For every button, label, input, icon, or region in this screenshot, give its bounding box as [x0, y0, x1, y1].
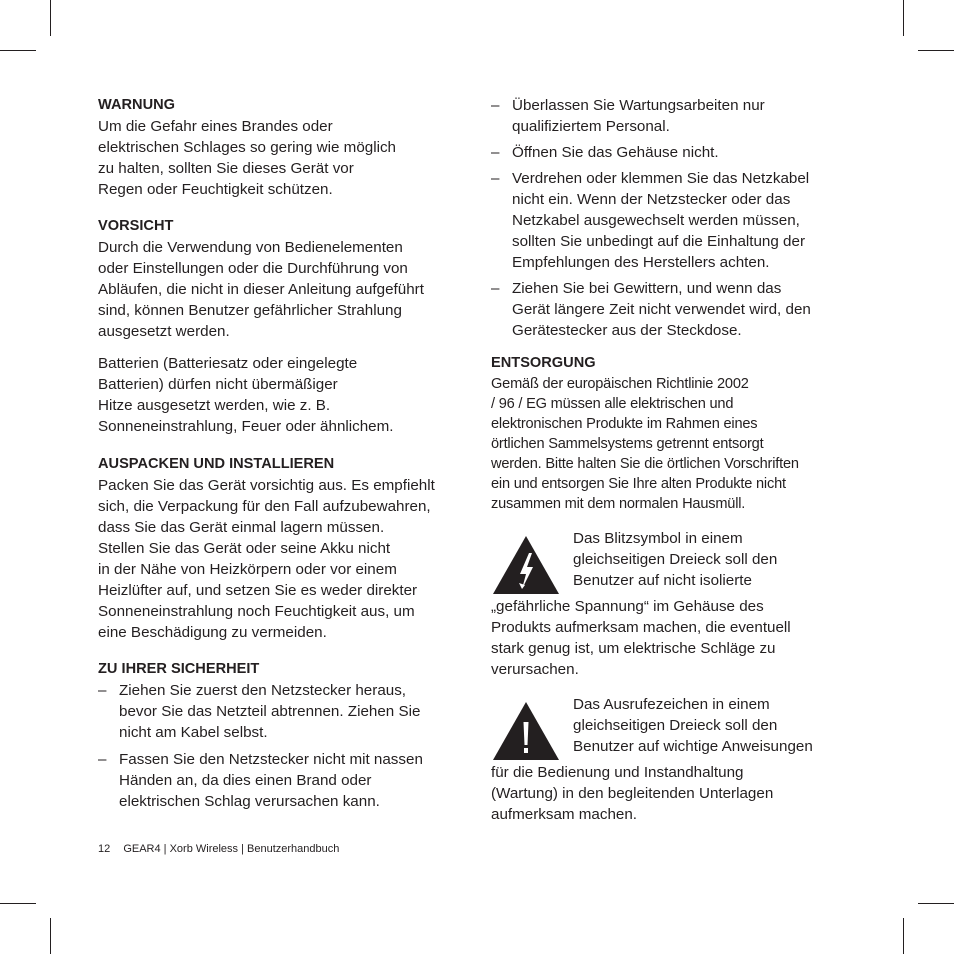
blitz-line: stark genug ist, um elektrische Schläge zu [491, 640, 776, 657]
vorsicht-line: sind, können Benutzer gefährlicher Strahlung [98, 302, 402, 319]
blitz-line: Das Blitzsymbol in einem [573, 530, 743, 547]
warnung-line: Regen oder Feuchtigkeit schützen. [98, 181, 333, 198]
auspacken-line: Sonneneinstrahlung noch Feuchtigkeit aus, um [98, 603, 415, 620]
entsorgung-line: werden. Bitte halten Sie die örtlichen Vorschriften [491, 456, 799, 472]
list-line: Ziehen Sie bei Gewittern, und wenn das [512, 280, 782, 297]
dash-bullet: – [491, 170, 500, 187]
list-line: Empfehlungen des Herstellers achten. [512, 254, 770, 271]
entsorgung-section [491, 353, 851, 514]
blitz-line: Produkts aufmerksam machen, die eventuell [491, 619, 791, 636]
auspacken-line: Stellen Sie das Gerät oder seine Akku nicht [98, 540, 391, 557]
auspacken-line: Packen Sie das Gerät vorsichtig aus. Es empfiehlt [98, 477, 435, 494]
ausrufe-line: gleichseitigen Dreieck soll den [573, 717, 778, 734]
sicherheit-list-item [98, 749, 468, 812]
list-line: Ziehen Sie zuerst den Netzstecker heraus, [119, 682, 407, 699]
batterien-paragraph [98, 353, 468, 437]
crop-mark [918, 50, 954, 51]
vorsicht-line: ausgesetzt werden. [98, 323, 230, 340]
list-line: Gerät längere Zeit nicht verwendet wird, den [512, 301, 811, 318]
batterien-line: Batterien (Batteriesatz oder eingelegte [98, 355, 358, 372]
crop-mark [903, 918, 904, 954]
crop-mark [0, 903, 36, 904]
entsorgung-line: Gemäß der europäischen Richtlinie 2002 [491, 376, 749, 392]
vorsicht-line: Abläufen, die nicht in dieser Anleitung aufgeführt [98, 281, 424, 298]
list-line: Netzkabel ausgewechselt werden müssen, [512, 212, 800, 229]
blitz-line: verursachen. [491, 661, 579, 678]
dash-bullet: – [98, 751, 107, 768]
entsorgung-line: ein und entsorgen Sie Ihre alten Produkte nicht [491, 476, 786, 492]
list-line: Gerätestecker aus der Steckdose. [512, 322, 742, 339]
dash-bullet: – [491, 280, 500, 297]
vorsicht-line: oder Einstellungen oder die Durchführung von [98, 260, 408, 277]
dash-bullet: – [491, 97, 500, 114]
warnung-section [98, 95, 468, 200]
lightning-warning-icon [491, 534, 561, 596]
warnung-line: zu halten, sollten Sie dieses Gerät vor [98, 160, 354, 177]
right-list-item [491, 278, 851, 341]
list-line: bevor Sie das Netzteil abtrennen. Ziehen Sie [119, 703, 421, 720]
batterien-line: Hitze ausgesetzt werden, wie z. B. [98, 397, 331, 414]
entsorgung-line: örtlichen Sammelsystems getrennt entsorgt [491, 436, 764, 452]
ausrufe-line: für die Bedienung und Instandhaltung [491, 764, 744, 781]
vorsicht-section [98, 216, 468, 342]
list-line: Fassen Sie den Netzstecker nicht mit nassen [119, 751, 423, 768]
list-line: sollten Sie unbedingt auf die Einhaltung der [512, 233, 805, 250]
list-line: nicht am Kabel selbst. [119, 724, 268, 741]
dash-bullet: – [491, 144, 500, 161]
entsorgung-line: zusammen mit dem normalen Hausmüll. [491, 496, 746, 512]
warnung-line: Um die Gefahr eines Brandes oder [98, 118, 333, 135]
sicherheit-list-item [98, 680, 468, 743]
list-line: nicht ein. Wenn der Netzstecker oder das [512, 191, 791, 208]
blitz-line: gleichseitigen Dreieck soll den [573, 551, 778, 568]
auspacken-line: eine Beschädigung zu vermeiden. [98, 624, 327, 641]
crop-mark [918, 903, 954, 904]
dash-bullet: – [98, 682, 107, 699]
footer-text: GEAR4 | Xorb Wireless | Benutzerhandbuch [123, 843, 340, 855]
entsorgung-body [491, 374, 851, 514]
ausrufe-line: Das Ausrufezeichen in einem [573, 696, 770, 713]
auspacken-heading: AUSPACKEN UND INSTALLIEREN [98, 456, 335, 472]
sicherheit-section [98, 659, 468, 812]
right-column [491, 95, 851, 825]
ausrufe-line: Benutzer auf wichtige Anweisungen [573, 738, 813, 755]
blitz-line: Benutzer auf nicht isolierte [573, 572, 752, 589]
auspacken-section [98, 454, 468, 643]
entsorgung-line: elektronischen Produkte im Rahmen eines [491, 416, 758, 432]
auspacken-line: dass Sie das Gerät einmal lagern müssen. [98, 519, 385, 536]
entsorgung-heading: ENTSORGUNG [491, 355, 596, 371]
list-line: elektrischen Schlag verursachen kann. [119, 793, 380, 810]
right-list-item [491, 142, 851, 163]
right-list-item [491, 95, 851, 137]
auspacken-line: Heizlüfter auf, und setzen Sie es weder direkter [98, 582, 418, 599]
list-line: Verdrehen oder klemmen Sie das Netzkabel [512, 170, 810, 187]
warnung-line: elektrischen Schlages so gering wie möglich [98, 139, 396, 156]
auspacken-line: sich, die Verpackung für den Fall aufzubewahren, [98, 498, 431, 515]
sicherheit-heading: ZU IHRER SICHERHEIT [98, 661, 260, 677]
ausrufe-block [491, 694, 851, 825]
ausrufe-line: (Wartung) in den begleitenden Unterlagen [491, 785, 774, 802]
list-line: Überlassen Sie Wartungsarbeiten nur [512, 97, 765, 114]
entsorgung-line: / 96 / EG müssen alle elektrischen und [491, 396, 734, 412]
warnung-heading: WARNUNG [98, 97, 176, 113]
crop-mark [50, 0, 51, 36]
auspacken-line: in der Nähe von Heizkörpern oder vor einem [98, 561, 397, 578]
ausrufe-line: aufmerksam machen. [491, 806, 638, 823]
batterien-line: Batterien) dürfen nicht übermäßiger [98, 376, 338, 393]
crop-mark [50, 918, 51, 954]
exclamation-warning-icon [491, 700, 561, 762]
left-column [98, 95, 468, 817]
blitz-block [491, 528, 851, 680]
list-line: qualifiziertem Personal. [512, 118, 670, 135]
crop-mark [0, 50, 36, 51]
blitz-line: „gefährliche Spannung“ im Gehäuse des [491, 598, 764, 615]
vorsicht-heading: VORSICHT [98, 218, 174, 234]
list-line: Händen an, da dies einen Brand oder [119, 772, 372, 789]
page-number: 12 [98, 843, 111, 855]
batterien-line: Sonneneinstrahlung, Feuer oder ähnlichem. [98, 418, 394, 435]
vorsicht-line: Durch die Verwendung von Bedienelementen [98, 239, 403, 256]
page-footer [98, 843, 349, 855]
crop-mark [903, 0, 904, 36]
list-line: Öffnen Sie das Gehäuse nicht. [512, 144, 719, 161]
right-list-item [491, 168, 851, 273]
